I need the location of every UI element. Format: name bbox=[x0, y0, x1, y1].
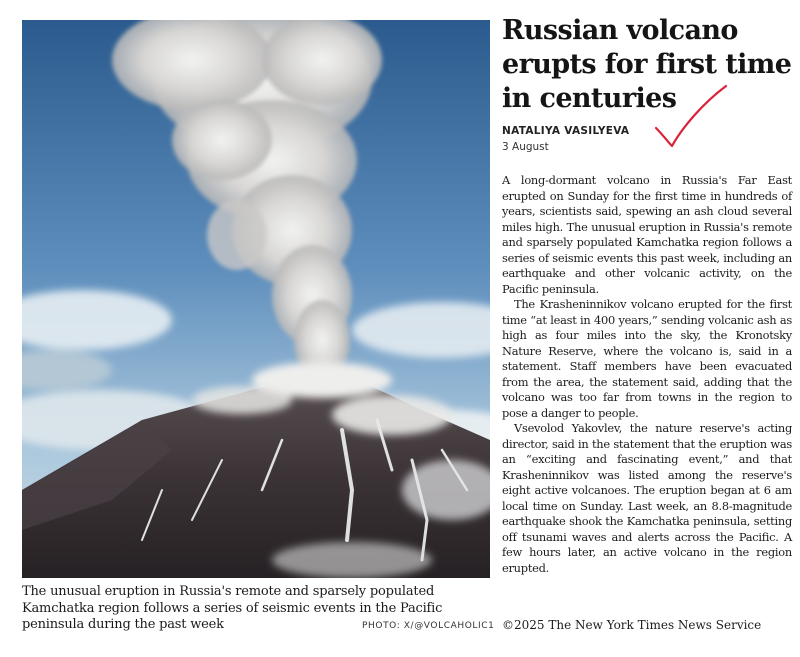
red-tick-mark-icon bbox=[652, 82, 732, 152]
paragraph: A long-dormant volcano in Russia's Far East erupted on Sunday for the first time in hundreds of years, scientists said, spewing an ash cloud several miles high. The unusual eruption in Russia's remote and sparsely populated Kamchatka region follows a series of seismic events this past week, including an earthquake and other volcanic activity, on the Pacific peninsula. bbox=[502, 173, 792, 296]
photo-credit: PHOTO: X/@VOLCAHOLIC1 bbox=[362, 621, 495, 631]
column-divider bbox=[494, 20, 495, 640]
dateline: 3 August bbox=[502, 141, 549, 153]
byline: NATALIYA VASILYEVA bbox=[502, 125, 630, 137]
paragraph: Vsevolod Yakovlev, the nature reserve's acting director, said in the statement that the eruption was an “exciting and fascinating event,” and that Krasheninnikov was listed among the reserve's eight active volcanoes. The eruption began at 6 am local time on Sunday. Last week, an 8.8-magnitude earthquake shook the Kamchatka peninsula, setting off tsunami waves and alerts across the Pacific. A few hours later, an active volcano in the region erupted. bbox=[502, 421, 792, 575]
headline: Russian volcano erupts for first time in centuries bbox=[502, 15, 792, 114]
article-body bbox=[502, 173, 792, 576]
photo-caption: The unusual eruption in Russia's remote and sparsely populated Kamchatka region follows a series of seismic events in the Pacific peninsula during the past week bbox=[22, 584, 443, 632]
volcano-photo bbox=[22, 20, 490, 578]
copyright-footer: ©2025 The New York Times News Service bbox=[502, 618, 762, 632]
paragraph: The Krasheninnikov volcano erupted for the first time “at least in 400 years,” sending volcanic ash as high as four miles into the sky, the Kronotsky Nature Reserve, where the volcano is, said in a statement. Staff members have been evacuated from the area, the statement said, adding that the volcano was too far from towns in the region to pose a danger to people. bbox=[502, 297, 792, 420]
